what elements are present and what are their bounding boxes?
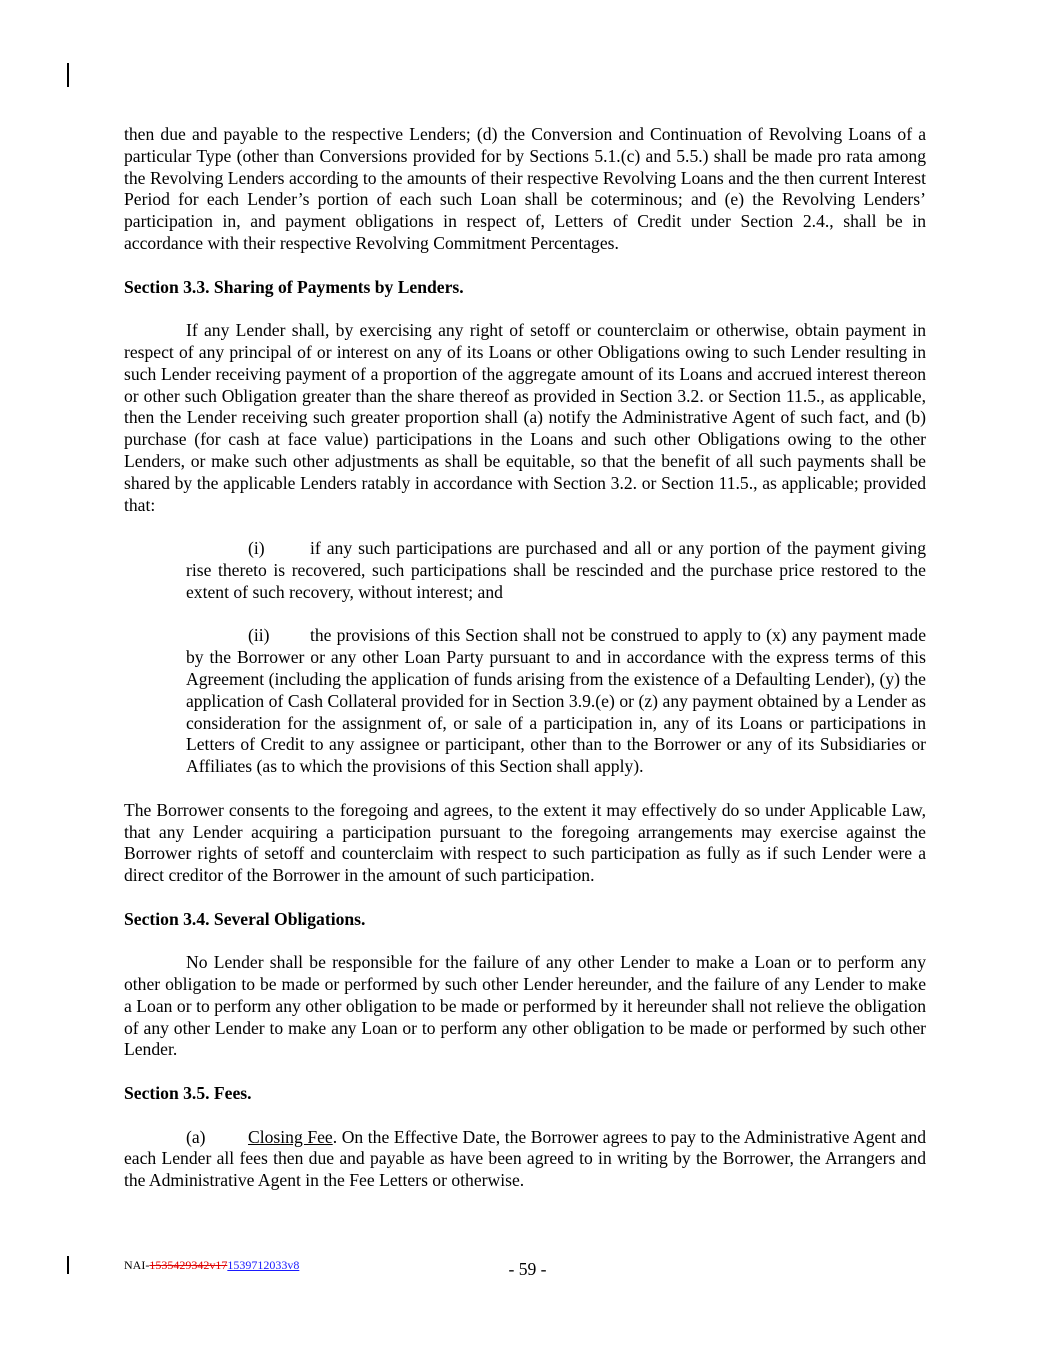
clause-a-text: . On the Effective Date, the Borrower agrees to pay to the Administrative Agent and each Lender all fees then due and payable as have been agreed to in writing by the Borrower, the Arrangers and the Administrative Agent in the Fee Letters or otherwise. <box>124 1126 926 1191</box>
clause-ii-label: (ii) <box>248 625 270 646</box>
change-bar-top <box>67 63 69 87</box>
deleted-document-id: 1535429342v17 <box>149 1258 228 1272</box>
clause-ii <box>186 625 926 778</box>
inserted-document-id: 1539712033v8 <box>227 1258 300 1272</box>
clause-a <box>124 1127 926 1192</box>
page-number: - 59 - <box>508 1259 547 1279</box>
document-id-prefix: NAI- <box>124 1258 150 1272</box>
section-3-4-paragraph: No Lender shall be responsible for the failure of any other Lender to make a Loan or to perform any other obligation to be made or performed by such other Lender hereunder, and the failure of any Lender to make a Loan or to perform any other obligation to be made or performed by it hereunder shall not relieve the obligation of any other Lender to make any Loan or to perform any other obligation to be made or performed by such other Lender. <box>124 952 926 1060</box>
borrower-consent-paragraph: The Borrower consents to the foregoing and agrees, to the extent it may effectively do so under Applicable Law, that any Lender acquiring a participation pursuant to the foregoing arrangements may exercise against the Borrower rights of setoff and counterclaim with respect to such participation as fully as if such Lender were a direct creditor of the Borrower in the amount of such participation. <box>124 799 926 886</box>
clause-i-text: if any such participations are purchased and all or any portion of the payment giving rise thereto is recovered, such participations shall be rescinded and the purchase price restored to the extent of such recovery, without interest; and <box>186 538 926 602</box>
section-3-3-heading: Section 3.3. Sharing of Payments by Lenders. <box>124 276 464 297</box>
section-3-3-paragraph: If any Lender shall, by exercising any right of setoff or counterclaim or otherwise, obtain payment in respect of any principal of or interest on any of its Loans or other Obligations owing to such Lender resulting in such Lender receiving payment of a proportion of the aggregate amount of its Loans and accrued interest thereon or other such Obligation greater than the share thereof as provided in Section 3.2. or Section 11.5., as applicable, then the Lender receiving such greater proportion shall (a) notify the Administrative Agent of such fact, and (b) purchase (for cash at face value) participations in the Loans and such other Obligations owing to the other Lenders, or make such other adjustments as shall be equitable, so that the benefit of all such payments shall be shared by the applicable Lenders ratably in accordance with Section 3.2. or Section 11.5., as applicable; provided that: <box>124 320 926 515</box>
clause-a-label: (a) <box>186 1126 206 1147</box>
clause-ii-text: the provisions of this Section shall not be construed to apply to (x) any payment made by the Borrower or any other Loan Party pursuant to and in accordance with the express terms of this Agreement (including the application of funds arising from the existence of a Defaulting Lender), (y) the application of Cash Collateral provided for in Section 3.9.(e) or (z) any payment obtained by a Lender as consideration for the assignment of, or sale of a participation in, any of its Loans or participations in Letters of Credit to any assignee or participant, other than to the Borrower or any of its Subsidiaries or Affiliates (as to which the provisions of this Section shall apply). <box>186 625 926 777</box>
section-3-4-heading: Section 3.4. Several Obligations. <box>124 908 366 929</box>
paragraph-continuation: then due and payable to the respective Lenders; (d) the Conversion and Continuation of Revolving Loans of a particular Type (other than Conversions provided for by Sections 5.1.(c) and 5.5.) shall be made pro rata among the Revolving Lenders according to the amounts of their respective Revolving Loans and the then current Interest Period for each Lender’s portion of each such Loan shall be coterminous; and (e) the Revolving Lenders’ participation in, and payment obligations in respect of, Letters of Credit under Section 2.4., shall be in accordance with their respective Revolving Commitment Percentages. <box>124 124 926 253</box>
clause-i <box>186 538 926 603</box>
clause-i-label: (i) <box>248 538 265 559</box>
document-body <box>124 124 926 1192</box>
closing-fee-title: Closing Fee <box>248 1126 333 1147</box>
section-3-5-heading: Section 3.5. Fees. <box>124 1083 252 1104</box>
